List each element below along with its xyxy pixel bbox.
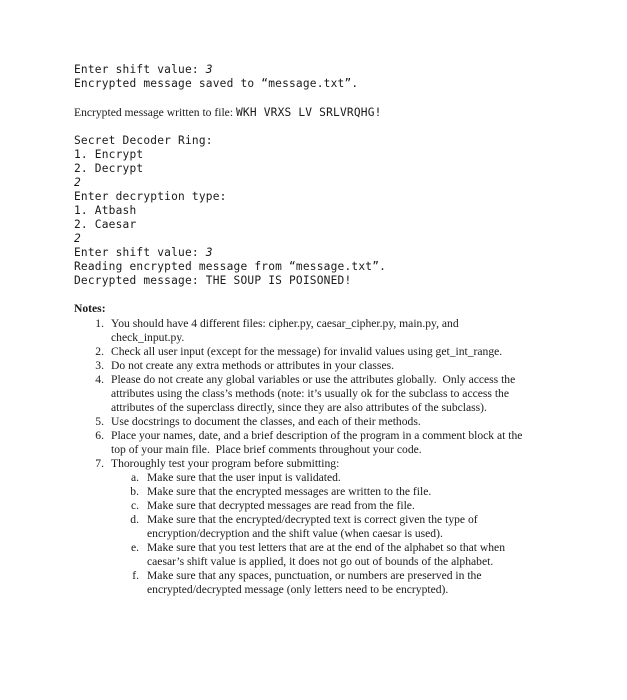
subnote-text-line: Make sure that any spaces, punctuation, or numbers are preserved in the <box>147 569 482 582</box>
console-line-saved: Encrypted message saved to “message.txt”. <box>74 77 359 90</box>
subnote-letter: a. <box>130 471 139 484</box>
note-text-line: You should have 4 different files: cipher.py, caesar_cipher.py, main.py, and <box>111 317 459 330</box>
menu-title: Secret Decoder Ring: <box>74 134 213 147</box>
decryption-type-title: Enter decryption type: <box>74 190 227 203</box>
subnote-text-line: Make sure that the encrypted messages are written to the file. <box>147 485 432 498</box>
console-line-reading: Reading encrypted message from “message.txt”. <box>74 260 387 273</box>
note-number: 3. <box>95 359 104 372</box>
note-number: 1. <box>95 317 104 330</box>
note-text-line: Use docstrings to document the classes, and each of their methods. <box>111 415 421 428</box>
subnote-letter: b. <box>130 485 139 498</box>
subnote-letter: e. <box>130 541 139 554</box>
written-label: Encrypted message written to file: <box>74 106 236 119</box>
console-line-shift-prompt-2 <box>74 246 213 260</box>
note-text-line: top of your main file. Place brief comments throughout your code. <box>111 443 422 456</box>
subnote-text-line: Make sure that you test letters that are at the end of the alphabet so that when <box>147 541 505 554</box>
decryption-input-value: 2 <box>74 232 81 245</box>
note-text-line: Thoroughly test your program before submitting: <box>111 457 340 470</box>
note-number: 6. <box>95 429 104 442</box>
note-text-line: Place your names, date, and a brief description of the program in a comment block at the <box>111 429 523 442</box>
written-line <box>74 105 382 120</box>
subnote-letter: f. <box>132 569 139 582</box>
subnote-text-line: Make sure that the user input is validated. <box>147 471 341 484</box>
note-text-line: attributes using the class’s methods (note: it’s usually ok for the subclass to access the <box>111 387 509 400</box>
menu-option-encrypt: 1. Encrypt <box>74 148 144 161</box>
shift-prompt-text: Enter shift value: <box>74 63 206 76</box>
subnote-text-line: encrypted/decrypted message (only letters need to be encrypted). <box>147 583 449 596</box>
shift-prompt-text-2: Enter shift value: <box>74 246 206 259</box>
note-text-line: check_input.py. <box>111 331 185 344</box>
note-number: 5. <box>95 415 104 428</box>
subnote-text-line: encryption/decryption and the shift value (when caesar is used). <box>147 527 443 540</box>
subnote-text-line: caesar’s shift value is applied, it does not go out of bounds of the alphabet. <box>147 555 494 568</box>
note-number: 2. <box>95 345 104 358</box>
console-line-shift-prompt <box>74 63 213 77</box>
note-text-line: Check all user input (except for the message) for invalid values using get_int_range. <box>111 345 503 358</box>
menu-input-value: 2 <box>74 176 81 189</box>
note-text-line: Please do not create any global variables or use the attributes globally. Only access the <box>111 373 516 386</box>
note-number: 4. <box>95 373 104 386</box>
shift-input-value-2: 3 <box>205 246 213 259</box>
subnote-text-line: Make sure that decrypted messages are read from the file. <box>147 499 415 512</box>
decryption-option-caesar: 2. Caesar <box>74 218 137 231</box>
subnote-letter: d. <box>130 513 139 526</box>
menu-option-decrypt: 2. Decrypt <box>74 162 144 175</box>
subnote-text-line: Make sure that the encrypted/decrypted text is correct given the type of <box>147 513 478 526</box>
note-number: 7. <box>95 457 104 470</box>
decryption-option-atbash: 1. Atbash <box>74 204 137 217</box>
note-text-line: attributes of the superclass directly, since they are also attributes of the subclass). <box>111 401 487 414</box>
note-text-line: Do not create any extra methods or attributes in your classes. <box>111 359 394 372</box>
subnote-letter: c. <box>130 499 139 512</box>
console-line-decrypted: Decrypted message: THE SOUP IS POISONED! <box>74 274 352 287</box>
notes-heading: Notes: <box>74 302 106 315</box>
shift-input-value: 3 <box>205 63 213 76</box>
written-value: WKH VRXS LV SRLVRQHG! <box>235 106 382 119</box>
